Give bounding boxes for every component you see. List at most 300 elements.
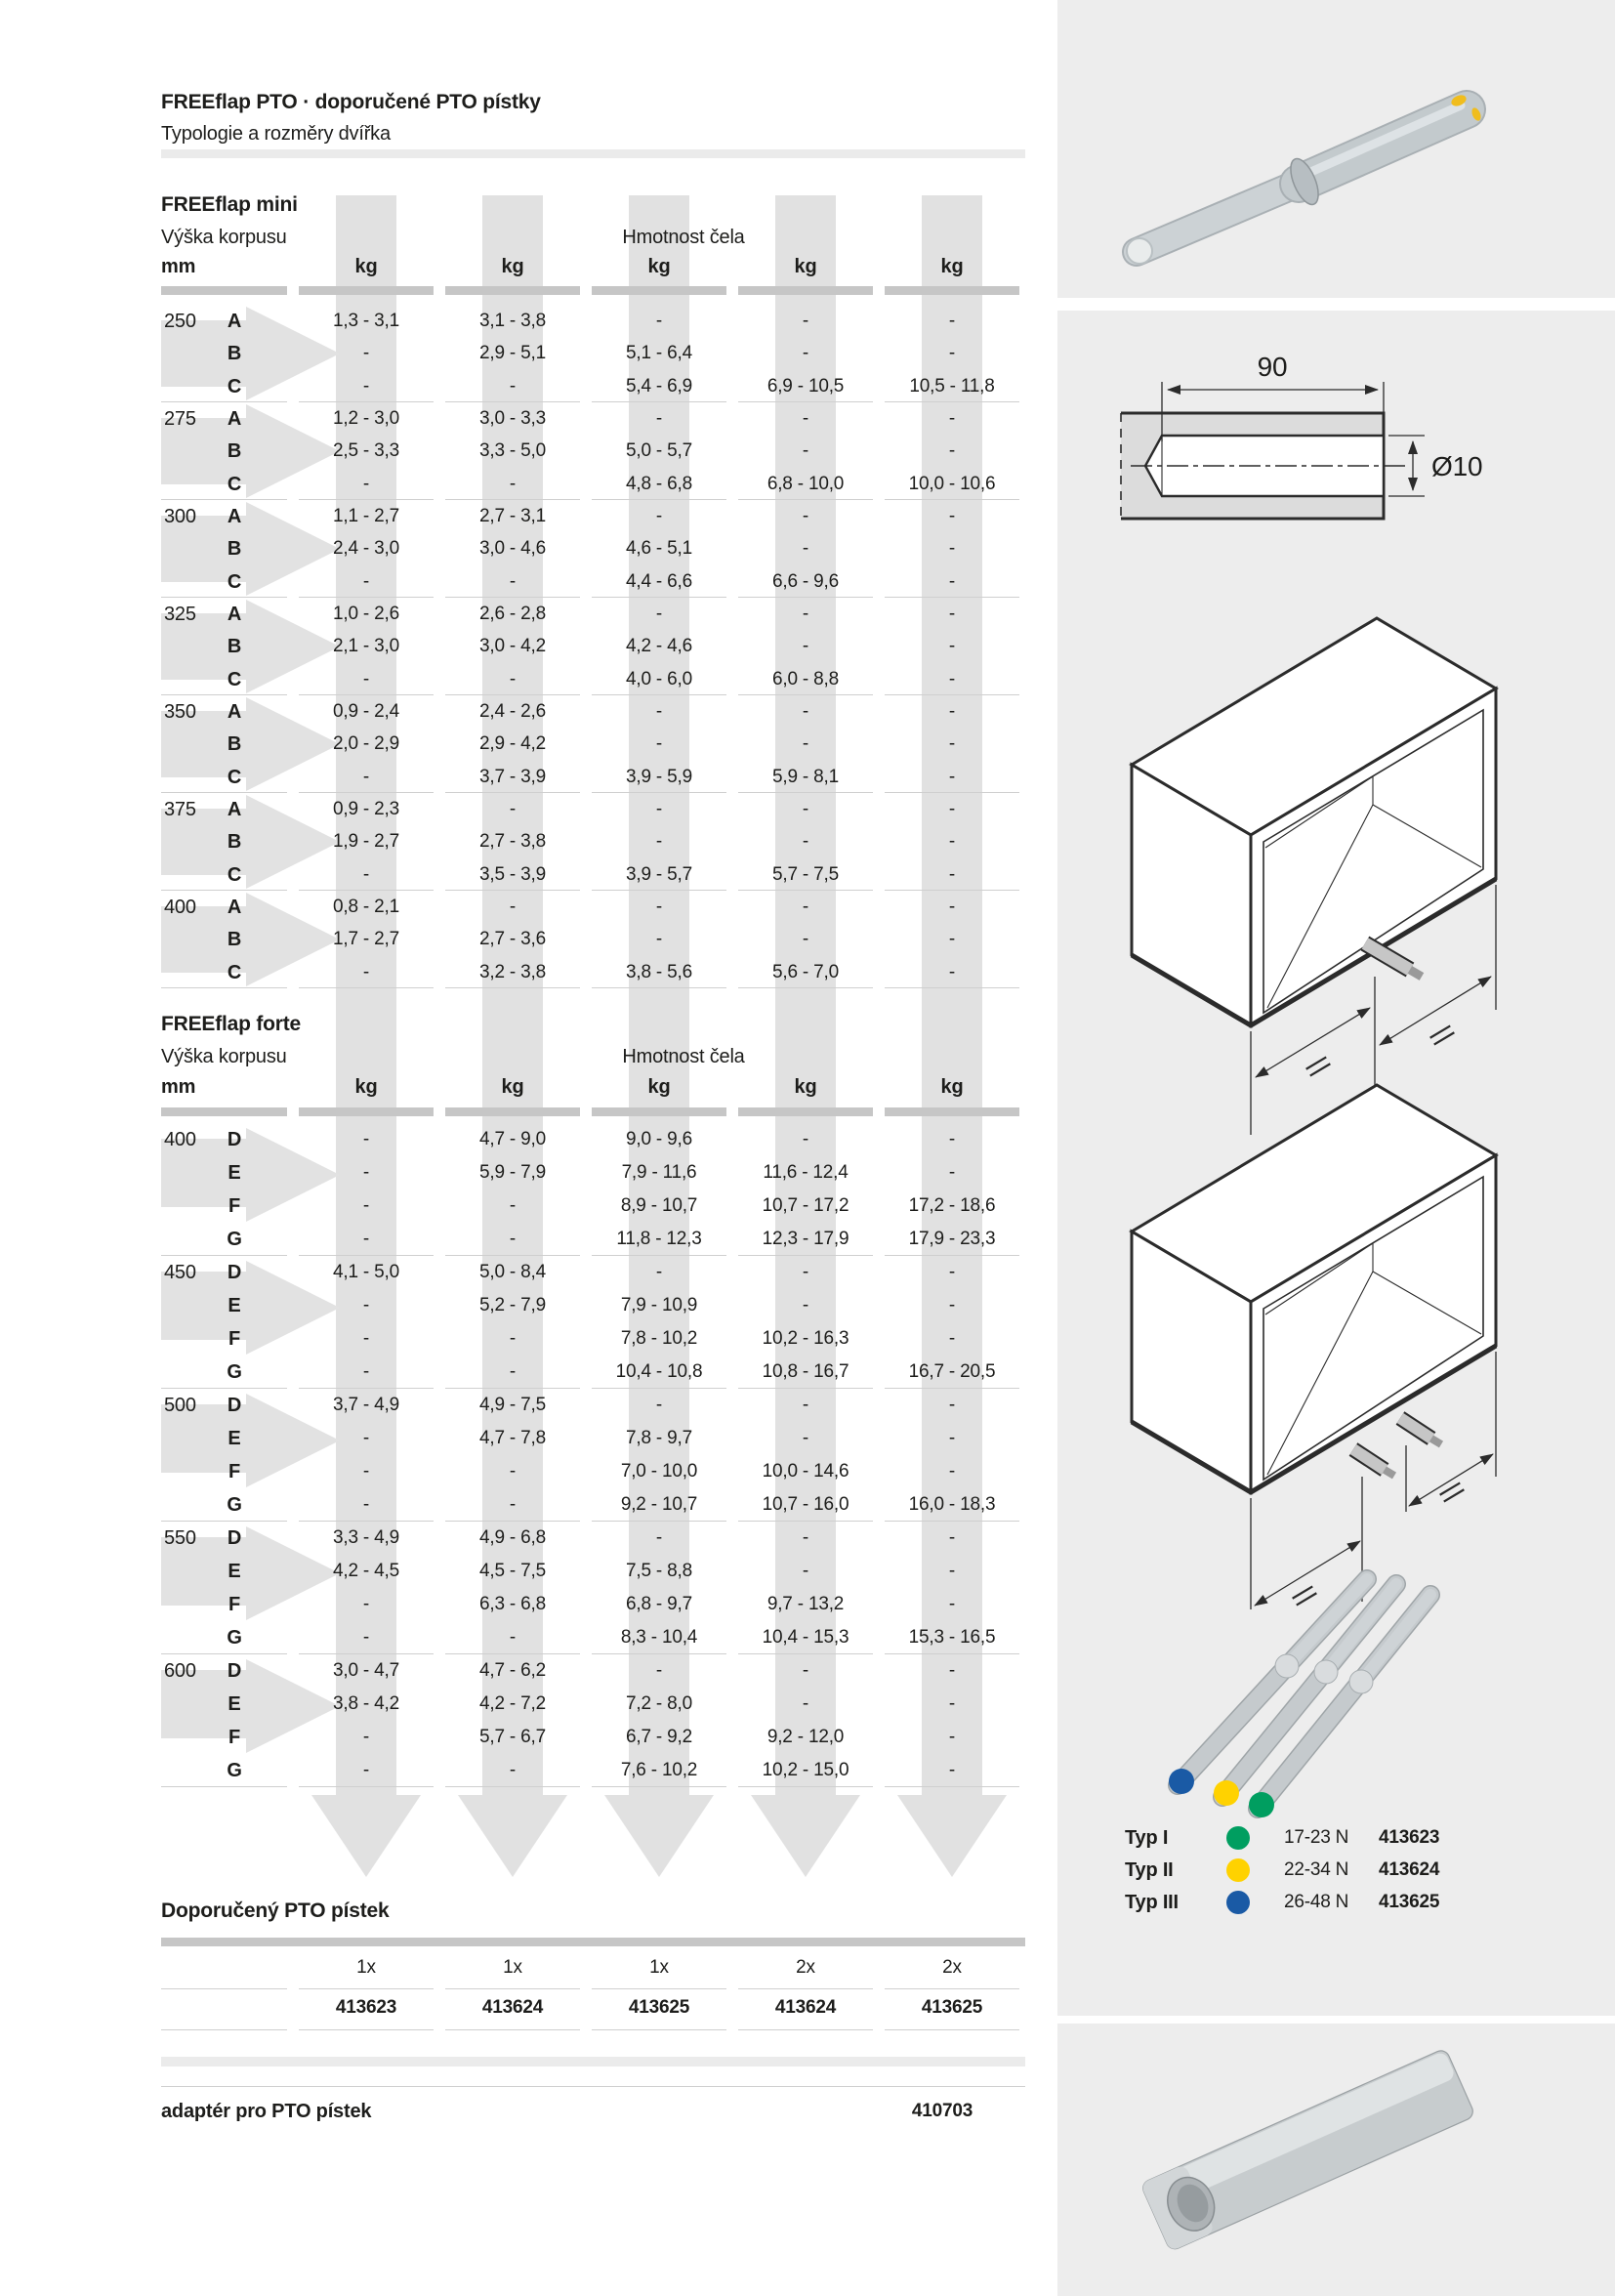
weight-cell: - (802, 636, 809, 657)
weight-cell: - (802, 1129, 809, 1149)
weight-cell: 5,7 - 7,5 (772, 863, 839, 885)
weight-cell: - (802, 1693, 809, 1714)
row-letter: F (228, 1727, 241, 1748)
legend-label: Typ III (1125, 1892, 1179, 1913)
group-separator (161, 1388, 287, 1389)
weight-cell: 9,7 - 13,2 (766, 1594, 845, 1614)
weight-cell: 4,8 - 6,8 (626, 473, 692, 494)
weight-cell: 10,8 - 16,7 (762, 1361, 849, 1382)
mm-value: 300 (164, 506, 196, 527)
down-arrow-icon (458, 1795, 567, 1877)
weight-cell: 4,2 - 4,5 (333, 1561, 399, 1581)
weight-cell: 10,0 - 14,6 (762, 1461, 849, 1482)
weight-cell: - (655, 604, 663, 624)
weight-cell: 7,9 - 10,9 (620, 1295, 698, 1315)
weight-cell: 4,9 - 6,8 (479, 1527, 546, 1548)
weight-cell: - (948, 570, 956, 592)
weight-cell: 0,9 - 2,3 (333, 799, 399, 819)
weight-cell: - (948, 1395, 956, 1415)
weight-cell: - (948, 604, 956, 624)
group-separator (592, 1388, 726, 1389)
weight-cell: 3,0 - 4,7 (333, 1660, 399, 1681)
qty-cell: 2x (942, 1957, 962, 1978)
weight-cell: 3,5 - 3,9 (479, 863, 546, 885)
weight-cell: - (362, 1627, 370, 1648)
weight-cell: - (509, 668, 517, 689)
weight-cell: 1,9 - 2,7 (333, 831, 399, 853)
table-header-bar (738, 286, 873, 295)
row-letter: E (228, 1428, 241, 1449)
weight-cell: 17,9 - 23,3 (908, 1229, 996, 1249)
row-separator (299, 2029, 434, 2030)
weight-cell: 15,3 - 16,5 (908, 1627, 996, 1648)
mm-value: 325 (164, 604, 196, 625)
weight-cell: 5,9 - 8,1 (772, 766, 839, 787)
group-separator (161, 499, 287, 500)
weight-cell: - (948, 506, 956, 526)
group-separator (161, 890, 287, 891)
weight-cell: - (655, 506, 663, 526)
weight-cell: 7,2 - 8,0 (626, 1693, 692, 1714)
weight-cell: 6,7 - 9,2 (626, 1727, 692, 1747)
weight-cell: - (948, 1129, 956, 1149)
group-separator (445, 499, 580, 500)
weight-cell: 10,2 - 16,3 (762, 1328, 849, 1349)
part-cell: 413625 (921, 1997, 983, 2018)
legend-force: 26-48 N (1284, 1892, 1349, 1912)
weight-cell: - (802, 1428, 809, 1448)
weight-cell: - (362, 1494, 370, 1515)
group-separator (885, 890, 1019, 891)
weight-cell: - (948, 1594, 956, 1614)
weight-cell: - (948, 897, 956, 917)
row-letter: A (227, 897, 242, 918)
weight-cell: 3,3 - 5,0 (479, 440, 546, 462)
mm-value: 350 (164, 701, 196, 723)
kg-header: kg (794, 1076, 817, 1098)
kg-header: kg (501, 1076, 524, 1098)
part-cell: 413623 (335, 1997, 397, 2018)
weight-cell: - (948, 1527, 956, 1548)
weight-cell: - (509, 1361, 517, 1382)
row-separator (592, 2029, 726, 2030)
weight-cell: - (362, 1461, 370, 1482)
weight-cell: 6,6 - 9,6 (772, 570, 839, 592)
weight-cell: - (509, 1760, 517, 1780)
mm-value: 400 (164, 1129, 196, 1150)
group-separator (445, 1521, 580, 1522)
row-separator (885, 2029, 1019, 2030)
table-header-bar (445, 1107, 580, 1116)
weight-cell: 7,6 - 10,2 (620, 1760, 698, 1780)
row-letter: G (227, 1494, 242, 1516)
weight-cell: - (655, 1527, 663, 1548)
weight-cell: 11,6 - 12,4 (763, 1162, 849, 1183)
weight-cell: - (948, 1760, 956, 1780)
weight-cell: 10,4 - 15,3 (762, 1627, 849, 1648)
row-letter: E (228, 1561, 241, 1582)
weight-cell: - (655, 311, 663, 331)
weight-cell: - (948, 1660, 956, 1681)
table-header-bar (161, 1107, 287, 1116)
group-separator (299, 1653, 434, 1654)
weight-cell: - (802, 311, 809, 331)
row-separator (299, 1988, 434, 1989)
weight-cell: - (948, 1561, 956, 1581)
row-separator (445, 1988, 580, 1989)
part-cell: 413624 (481, 1997, 544, 2018)
weight-cell: - (362, 1129, 370, 1149)
table-header-bar (885, 286, 1019, 295)
group-separator (738, 1786, 873, 1787)
qty-cell: 1x (503, 1957, 522, 1978)
group-separator (738, 1255, 873, 1256)
page-subtitle: Typologie a rozměry dvířka (161, 123, 391, 145)
weight-cell: 2,0 - 2,9 (333, 733, 399, 755)
weight-cell: 4,7 - 9,0 (479, 1129, 546, 1149)
weight-cell: 3,2 - 3,8 (479, 961, 546, 982)
weight-cell: - (948, 1162, 956, 1183)
group-separator (738, 1653, 873, 1654)
weight-cell: - (362, 1428, 370, 1448)
group-separator (738, 499, 873, 500)
group-separator (299, 1521, 434, 1522)
row-letter: B (227, 636, 242, 658)
group-separator (299, 401, 434, 402)
weight-cell: - (948, 1262, 956, 1282)
weight-cell: - (948, 766, 956, 787)
weight-cell: 5,0 - 5,7 (626, 440, 692, 462)
weight-cell: 5,7 - 6,7 (479, 1727, 546, 1747)
weight-cell: 5,4 - 6,9 (626, 375, 692, 397)
weight-cell: - (362, 1229, 370, 1249)
group-separator (885, 499, 1019, 500)
weight-cell: 3,1 - 3,8 (479, 311, 546, 331)
weight-cell: - (802, 1262, 809, 1282)
weight-cell: - (802, 701, 809, 722)
row-letter: A (227, 701, 242, 723)
weight-cell: 10,0 - 10,6 (908, 473, 996, 494)
kg-band-column (629, 195, 689, 1795)
weight-cell: 2,4 - 2,6 (479, 701, 546, 722)
weight-cell: 16,7 - 20,5 (908, 1361, 996, 1382)
row-letter: B (227, 831, 242, 854)
row-letter: G (227, 1361, 242, 1383)
weight-cell: 6,3 - 6,8 (479, 1594, 546, 1614)
table-header-bar (592, 286, 726, 295)
weight-cell: - (802, 440, 809, 462)
kg-header: kg (354, 256, 378, 277)
group-separator (592, 597, 726, 598)
row-letter: G (227, 1760, 242, 1781)
weight-cell: - (802, 408, 809, 429)
weight-cell: 4,2 - 7,2 (479, 1693, 546, 1714)
row-letter: C (227, 961, 242, 983)
weight-cell: 2,7 - 3,6 (479, 929, 546, 950)
weight-cell: - (802, 1395, 809, 1415)
kg-header: kg (647, 1076, 671, 1098)
row-letter: F (228, 1594, 241, 1615)
row-letter: G (227, 1627, 242, 1649)
qty-cell: 2x (796, 1957, 815, 1978)
row-separator (592, 1988, 726, 1989)
weight-cell: 2,6 - 2,8 (479, 604, 546, 624)
group-separator (299, 1786, 434, 1787)
legend-part: 413623 (1379, 1827, 1440, 1848)
weight-cell: 3,0 - 4,6 (479, 538, 546, 560)
weight-cell: - (948, 440, 956, 462)
weight-cell: 6,9 - 10,5 (766, 375, 845, 397)
weight-cell: - (948, 343, 956, 364)
weight-cell: 5,1 - 6,4 (626, 343, 692, 364)
weight-cell: - (362, 1295, 370, 1315)
kg-header: kg (354, 1076, 378, 1098)
weight-cell: 5,9 - 7,9 (479, 1162, 546, 1183)
row-letter: A (227, 799, 242, 820)
group-separator (161, 1255, 287, 1256)
weight-cell: - (802, 343, 809, 364)
mini-heading: FREEflap mini (161, 193, 298, 216)
weight-cell: - (362, 473, 370, 494)
mm-value: 550 (164, 1527, 196, 1549)
weight-cell: 8,9 - 10,7 (620, 1195, 698, 1216)
weight-cell: - (802, 897, 809, 917)
table-header-bar (592, 1107, 726, 1116)
weight-cell: - (509, 1195, 517, 1216)
weight-cell: - (362, 1727, 370, 1747)
weight-cell: - (802, 506, 809, 526)
kg-header: kg (647, 256, 671, 277)
weight-cell: 7,0 - 10,0 (620, 1461, 698, 1482)
group-separator (592, 1255, 726, 1256)
weight-cell: 16,0 - 18,3 (908, 1494, 996, 1515)
header-rule (161, 149, 1025, 158)
weight-cell: - (802, 538, 809, 560)
weight-cell: - (509, 897, 517, 917)
weight-cell: 2,1 - 3,0 (333, 636, 399, 657)
row-separator (885, 1988, 1019, 1989)
weight-cell: - (509, 1494, 517, 1515)
group-separator (161, 792, 287, 793)
mm-value: 500 (164, 1395, 196, 1416)
group-separator (299, 890, 434, 891)
row-letter: A (227, 506, 242, 527)
row-letter: C (227, 570, 242, 593)
group-separator (299, 1255, 434, 1256)
recommended-heading: Doporučený PTO pístek (161, 1899, 390, 1922)
weight-cell: 7,9 - 11,6 (621, 1162, 697, 1183)
legend-color-dot (1226, 1826, 1250, 1850)
weight-cell: - (802, 1295, 809, 1315)
kg-header: kg (501, 256, 524, 277)
weight-cell: - (362, 766, 370, 787)
legend-label: Typ I (1125, 1827, 1169, 1849)
sidebar-panel-adapter (1057, 2024, 1615, 2296)
row-letter: A (227, 311, 242, 332)
mm-value: 250 (164, 311, 196, 332)
weight-cell: 6,8 - 9,7 (626, 1594, 692, 1614)
weight-cell: 6,8 - 10,0 (766, 473, 845, 494)
weight-cell: 2,5 - 3,3 (333, 440, 399, 462)
weight-cell: 7,8 - 10,2 (620, 1328, 698, 1349)
group-separator (445, 792, 580, 793)
weight-cell: - (362, 668, 370, 689)
table-header-bar (445, 286, 580, 295)
weight-cell: 8,3 - 10,4 (620, 1627, 698, 1648)
group-separator (592, 1653, 726, 1654)
row-letter: E (228, 1295, 241, 1316)
group-separator (445, 890, 580, 891)
weight-cell: - (948, 799, 956, 819)
group-separator (299, 499, 434, 500)
group-separator (885, 694, 1019, 695)
group-separator (445, 1786, 580, 1787)
weight-cell: - (655, 701, 663, 722)
mm-value: 275 (164, 408, 196, 430)
weight-cell: 4,4 - 6,6 (626, 570, 692, 592)
weight-cell: - (948, 636, 956, 657)
weight-cell: - (509, 375, 517, 397)
weight-cell: - (948, 1461, 956, 1482)
weight-cell: - (655, 1395, 663, 1415)
kg-header: kg (940, 256, 964, 277)
weight-cell: - (509, 799, 517, 819)
row-letter: E (228, 1162, 241, 1184)
qty-cell: 1x (356, 1957, 376, 1978)
adapter-part-number: 410703 (911, 2101, 973, 2121)
weight-cell: - (655, 799, 663, 819)
weight-cell: - (948, 929, 956, 950)
weight-cell: - (802, 604, 809, 624)
weight-cell: 0,9 - 2,4 (333, 701, 399, 722)
weight-cell: 17,2 - 18,6 (908, 1195, 996, 1216)
group-separator (445, 694, 580, 695)
row-letter: A (227, 408, 242, 430)
down-arrow-icon (751, 1795, 860, 1877)
weight-cell: - (948, 311, 956, 331)
legend-force: 17-23 N (1284, 1827, 1349, 1848)
kg-band-column (482, 195, 543, 1795)
mm-value: 450 (164, 1262, 196, 1283)
group-separator (161, 987, 287, 988)
weight-cell: - (362, 570, 370, 592)
weight-cell: 1,7 - 2,7 (333, 929, 399, 950)
weight-cell: - (948, 1428, 956, 1448)
row-letter: D (227, 1262, 242, 1283)
weight-cell: 2,4 - 3,0 (333, 538, 399, 560)
down-arrow-icon (311, 1795, 421, 1877)
weight-cell: - (362, 961, 370, 982)
legend-force: 22-34 N (1284, 1859, 1349, 1880)
weight-cell: 11,8 - 12,3 (616, 1229, 702, 1249)
group-separator (592, 694, 726, 695)
weight-cell: - (802, 929, 809, 950)
weight-cell: 1,2 - 3,0 (333, 408, 399, 429)
mini-height-label: Výška korpusu (161, 227, 287, 248)
forte-weight-label: Hmotnost čela (622, 1046, 745, 1067)
weight-cell: 3,0 - 3,3 (479, 408, 546, 429)
group-separator (161, 1653, 287, 1654)
weight-cell: - (509, 1328, 517, 1349)
row-letter: F (228, 1328, 241, 1350)
group-separator (592, 1786, 726, 1787)
group-separator (885, 1653, 1019, 1654)
weight-cell: - (655, 929, 663, 950)
group-separator (161, 694, 287, 695)
weight-cell: 4,6 - 5,1 (626, 538, 692, 560)
weight-cell: 4,5 - 7,5 (479, 1561, 546, 1581)
weight-cell: - (948, 538, 956, 560)
weight-cell: 7,8 - 9,7 (626, 1428, 692, 1448)
weight-cell: 10,5 - 11,8 (909, 375, 995, 397)
weight-cell: 3,8 - 4,2 (333, 1693, 399, 1714)
weight-cell: 5,2 - 7,9 (479, 1295, 546, 1315)
weight-cell: - (802, 799, 809, 819)
row-letter: B (227, 440, 242, 463)
forte-heading: FREEflap forte (161, 1013, 302, 1035)
group-separator (738, 694, 873, 695)
row-letter: D (227, 1129, 242, 1150)
table-header-bar (885, 1107, 1019, 1116)
group-separator (738, 1388, 873, 1389)
group-separator (592, 401, 726, 402)
weight-cell: - (655, 1660, 663, 1681)
weight-cell: 2,9 - 5,1 (479, 343, 546, 364)
weight-cell: - (802, 733, 809, 755)
part-cell: 413624 (774, 1997, 837, 2018)
group-separator (885, 597, 1019, 598)
group-separator (885, 401, 1019, 402)
group-separator (445, 401, 580, 402)
weight-cell: - (509, 570, 517, 592)
weight-cell: 2,7 - 3,1 (479, 506, 546, 526)
weight-cell: 2,9 - 4,2 (479, 733, 546, 755)
group-separator (738, 401, 873, 402)
adapter-label: adaptér pro PTO pístek (161, 2101, 372, 2122)
weight-cell: - (362, 1760, 370, 1780)
weight-cell: - (362, 1195, 370, 1216)
weight-cell: 9,0 - 9,6 (626, 1129, 692, 1149)
table-header-bar (738, 1107, 873, 1116)
group-separator (161, 401, 287, 402)
weight-cell: 1,3 - 3,1 (333, 311, 399, 331)
row-letter: F (228, 1461, 241, 1482)
weight-cell: 3,3 - 4,9 (333, 1527, 399, 1548)
mini-weight-label: Hmotnost čela (622, 227, 745, 248)
weight-cell: 6,0 - 8,8 (772, 668, 839, 689)
group-separator (445, 1388, 580, 1389)
row-letter: D (227, 1395, 242, 1416)
weight-cell: - (362, 1361, 370, 1382)
weight-cell: - (509, 1229, 517, 1249)
table-header-bar (161, 286, 287, 295)
weight-cell: - (948, 408, 956, 429)
mini-unit-label: mm (161, 256, 196, 277)
row-letter: D (227, 1527, 242, 1549)
page-title: FREEflap PTO · doporučené PTO pístky (161, 91, 541, 113)
weight-cell: 3,0 - 4,2 (479, 636, 546, 657)
legend-color-dot (1226, 1891, 1250, 1914)
adapter-section-band (161, 2057, 1025, 2066)
weight-cell: - (948, 701, 956, 722)
row-separator (161, 1988, 287, 1989)
weight-cell: 1,1 - 2,7 (333, 506, 399, 526)
weight-cell: 2,7 - 3,8 (479, 831, 546, 853)
weight-cell: 3,7 - 4,9 (333, 1395, 399, 1415)
kg-header: kg (794, 256, 817, 277)
part-cell: 413625 (628, 1997, 690, 2018)
weight-cell: - (509, 473, 517, 494)
